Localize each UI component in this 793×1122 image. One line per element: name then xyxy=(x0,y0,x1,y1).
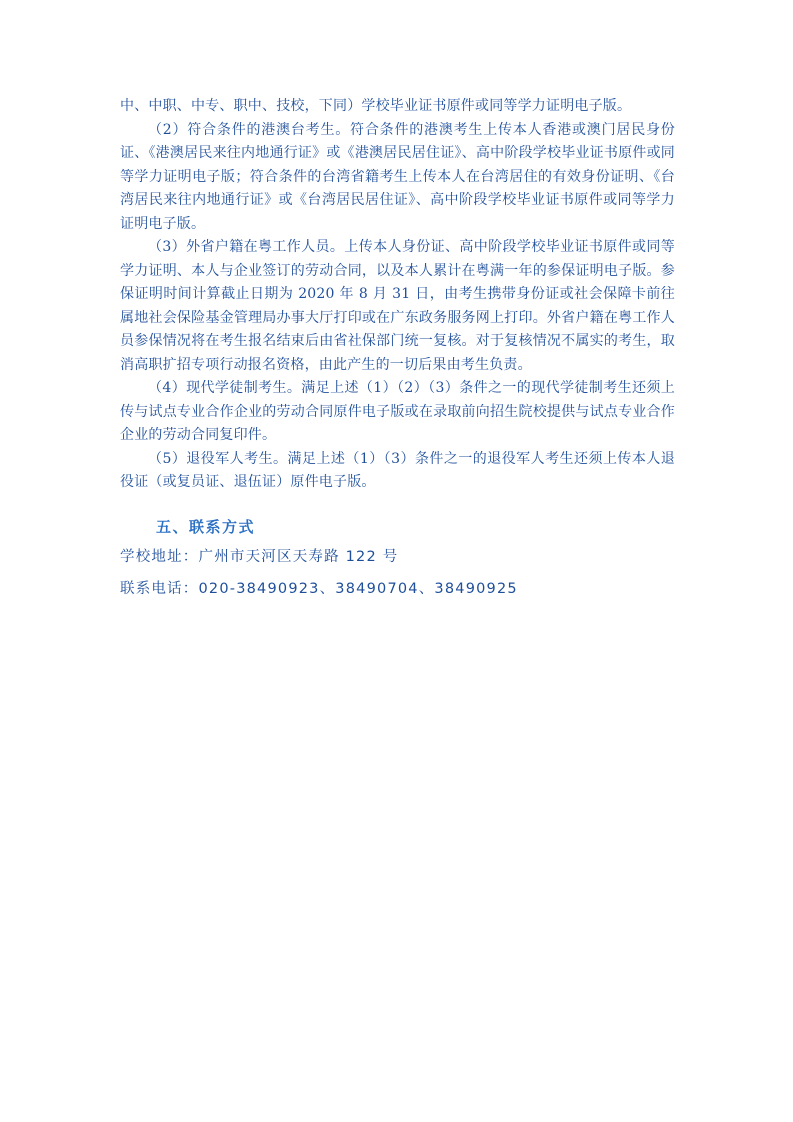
paragraph-veterans: （5）退役军人考生。满足上述（1）（3）条件之一的退役军人考生还须上传本人退役证（或复员证、退伍证）原件电子版。 xyxy=(120,450,675,490)
phone-value: 020-38490923、38490704、38490925 xyxy=(198,580,518,597)
paragraph-apprenticeship: （4）现代学徒制考生。满足上述（1）（2）（3）条件之一的现代学徒制考生还须上传与试点专业合作企业的劳动合同原件电子版或在录取前向招生院校提供与试点专业合作企业的劳动合同复印件。 xyxy=(120,380,675,443)
contact-phone xyxy=(120,573,675,605)
contact-address xyxy=(120,541,675,573)
address-label: 学校地址： xyxy=(120,548,199,565)
address-value: 广州市天河区天寿路 122 号 xyxy=(198,548,399,565)
paragraph-hk-macau-taiwan: （2）符合条件的港澳台考生。符合条件的港澳考生上传本人香港或澳门居民身份证、《港澳居民来往内地通行证》或《港澳居民居住证》、高中阶段学校毕业证书原件或同等学力证明电子版；符合条件的台湾省籍考生上传本人在台湾居住的有效身份证明、《台湾居民来往内地通行证》或《台湾居民居住证》、高中阶段学校毕业证书原件或同等学力证明电子版。 xyxy=(120,121,675,232)
phone-label: 联系电话： xyxy=(120,580,199,597)
document-body xyxy=(120,95,675,605)
section-title-contact: 五、联系方式 xyxy=(156,517,256,536)
paragraph-continuation: 中、中职、中专、职中、技校，下同）学校毕业证书原件或同等学力证明电子版。 xyxy=(120,98,632,114)
paragraph-out-of-province-workers: （3）外省户籍在粤工作人员。上传本人身份证、高中阶段学校毕业证书原件或同等学力证明、本人与企业签订的劳动合同，以及本人累计在粤满一年的参保证明电子版。参保证明时间计算截止日期为 2020 年 8 月 31 日，由考生携带身份证或社会保障卡前往属地社会保险基金管理局办事大厅打印或在广东政务服务网上打印。外省户籍在粤工作人员参保情况将在考生报名结束后由省社保部门统一复核。对于复核情况不属实的考生，取消高职扩招专项行动报名资格，由此产生的一切后果由考生负责。 xyxy=(120,239,675,373)
